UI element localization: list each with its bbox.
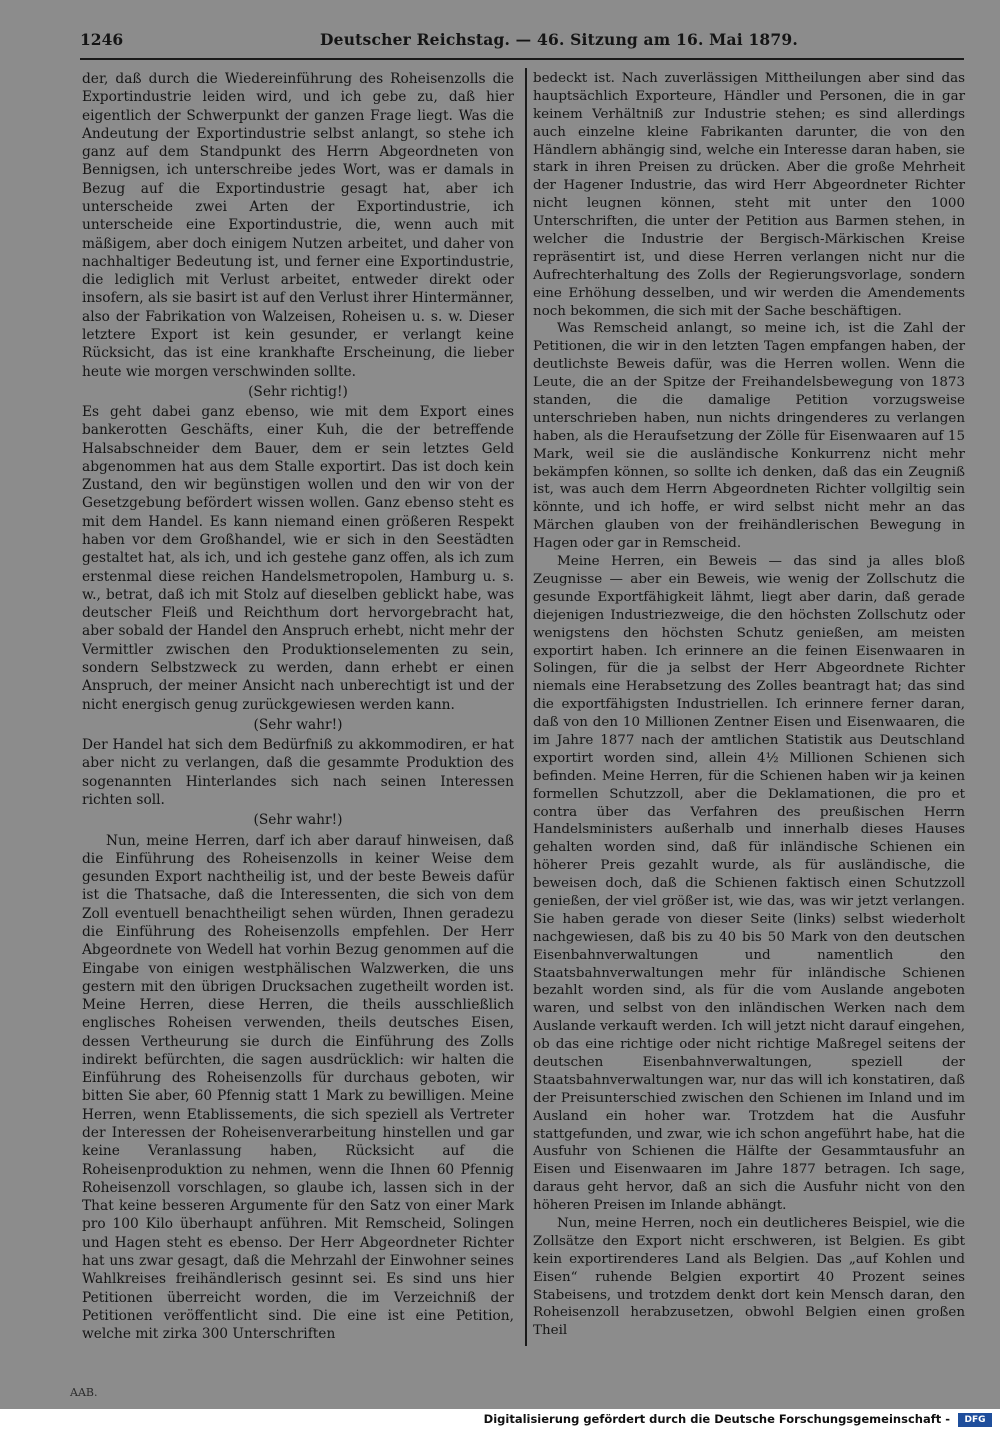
digitization-bar — [0, 1409, 1000, 1432]
left-column — [82, 70, 514, 1343]
dfg-logo-icon[interactable]: DFG — [958, 1413, 992, 1427]
digitization-credit: Digitalisierung gefördert durch die Deutsche Forschungsgemeinschaft - — [483, 1412, 950, 1426]
left-interjection-3: (Sehr wahr!) — [253, 812, 343, 829]
header-rule — [80, 58, 964, 60]
column-divider — [525, 68, 527, 1346]
page-header — [80, 26, 964, 52]
left-interjection-1: (Sehr richtig!) — [248, 383, 348, 400]
left-paragraph-2: Es geht dabei ganz ebenso, wie mit dem Export eines bankerotten Geschäfts, einer Kuh, die der betreffende Halsabschneider dem Bauer, dem er sein letztes Geld abgenommen hat aus dem Stalle exportirt. Das ist doch kein Zustand, den wir begünstigen wollen und den wir von der Gesetzgebung befördert wissen wollen. Ganz ebenso steht es mit dem Handel. Es kann niemand einen größeren Respekt haben vor dem Großhandel, wie er sich in den Seestädten gestaltet hat, als ich, und ich gestehe ganz offen, als ich zum erstenmal diese reichen Handelsmetropolen, Hamburg u. s. w., betrat, daß ich mit Stolz auf dieselben geblickt habe, was deutscher Fleiß und Reichthum dort hervorgebracht hat, aber sobald der Handel den Anspruch erhebt, nicht mehr der Vermittler zwischen den Produktionselementen zu sein, sondern Selbstzweck zu werden, dann erhebt er einen Anspruch, der meiner Ansicht nach unberechtigt ist und der nicht energisch genug zurückgewiesen werden kann. — [82, 404, 514, 713]
right-paragraph-3: Meine Herren, ein Beweis — das sind ja alles bloß Zeugnisse — aber ein Beweis, wie wenig der Zollschutz die gesunde Exportfähigkeit lähmt, liegt aber darin, daß gerade diejenigen Industriezweige, die den höchsten Zollschutz oder wenigstens den höchsten Schutz genießen, am meisten exportirt haben. Ich erinnere an die feinen Eisenwaaren in Solingen, für die ja selbst der Herr Abgeordnete Richter niemals eine Herabsetzung des Zolles beantragt hat; das sind die exportfähigsten Industriellen. Ich erinnere ferner daran, daß von den 10 Millionen Zentner Eisen und Eisenwaaren, die im Jahre 1877 nach der amtlichen Statistik aus Deutschland exportirt worden sind, allein 4½ Millionen Schienen sich befinden. Meine Herren, für die Schienen haben wir ja keinen formellen Schutzzoll, aber die Deklamationen, die pro et contra über das Verfahren des preußischen Herrn Handelsministers außerhalb und innerhalb dieses Hauses gehalten worden sind, daß für inländische Schienen ein höherer Preis gezahlt wurde, als für ausländische, die beweisen doch, daß die Schienen faktisch einen Schutzzoll genießen, der viel größer ist, wie das, was wir jetzt verlangen. Sie haben gerade von dieser Seite (links) selbst wiederholt nachgewiesen, daß bis zu 40 bis 50 Mark von den deutschen Eisenbahnverwaltungen und namentlich den Staatsbahnverwaltungen mehr für inländische Schienen bezahlt worden sind, als für die vom Auslande angeboten waren, und selbst von den inländischen Werken nach dem Auslande verkauft werden. Ich will jetzt nicht darauf eingehen, ob das eine richtige oder nicht richtige Maßregel seitens der deutschen Eisenbahnverwaltungen, speziell der Staatsbahnverwaltungen war, nur das will ich konstatiren, daß der Preisunterschied zwischen den Schienen im Inland und im Ausland ein hoher war. Trotzdem hat die Ausfuhr stattgefunden, und zwar, wie ich schon angeführt habe, hat die Ausfuhr von Schienen die Hälfte der Gesammtausfuhr an Eisen und Eisenwaaren im Jahre 1877 betragen. Ich sage, daraus geht hervor, daß an sich die Ausfuhr nicht von den höheren Preisen im Inlande abhängt. — [533, 554, 965, 1214]
right-paragraph-2: Was Remscheid anlangt, so meine ich, ist die Zahl der Petitionen, die wir in den letzten Tagen empfangen haben, der deutlichste Beweis dafür, was die Herren wollen. Wenn die Leute, die an der Spitze der Freihandelsbewegung von 1873 standen, die die damalige Petition vorzugsweise unterschrieben haben, nun nichts dringenderes zu verlangen haben, als die Heraufsetzung der Zölle für Eisenwaaren auf 15 Mark, weil sie die ausländische Konkurrenz nicht mehr bekämpfen können, so sollte ich denken, daß das ein Zeugniß ist, was auch dem Herrn Abgeordneten Richter vollgiltig sein könnte, und ich hoffe, er wird selbst nicht mehr an das Märchen glauben von der freihändlerischen Bewegung in Hagen oder gar in Remscheid. — [533, 321, 965, 552]
left-paragraph-4: Nun, meine Herren, darf ich aber darauf hinweisen, daß die Einführung des Roheisenzolls in keiner Weise dem gesunden Export nachtheilig ist, und der beste Beweis dafür ist die Thatsache, daß die Interessenten, die sich von dem Zoll eventuell benachtheiligt sehen würden, Ihnen geradezu die Einführung des Roheisenzolls empfehlen. Der Herr Abgeordnete von Wedell hat vorhin Bezug genommen auf die Eingabe von einigen westphälischen Walzwerken, die uns gestern mit den übrigen Drucksachen zugetheilt worden ist. Meine Herren, diese Herren, die theils ausschließlich englisches Roheisen verwenden, theils deutsches Eisen, dessen Vertheurung sie durch die Einführung des Zolls indirekt befürchten, die sagen ausdrücklich: wir halten die Einführung des Roheisenzolls für durchaus geboten, wir bitten Sie aber, 60 Pfennig statt 1 Mark zu bewilligen. Meine Herren, wenn Etablissements, die sich speziell als Vertreter der Interessen der Roheisenverarbeitung hinstellen und gar keine Veranlassung haben, Rücksicht auf die Roheisenproduktion zu nehmen, wenn die Ihnen 60 Pfennig Roheisenzoll vorschlagen, so glaube ich, lassen sich in der That keine besseren Argumente für den Satz von einer Mark pro 100 Kilo überhaupt anführen. Mit Remscheid, Solingen und Hagen steht es ebenso. Der Herr Abgeordneter Richter hat uns zwar gesagt, daß die Mehrzahl der Einwohner seines Wahlkreises freihändlerisch gesinnt sei. Es sind uns hier Petitionen überreicht worden, die im Verzeichniß der Petitionen veröffentlicht sind. Die eine ist eine Petition, welche mit zirka 300 Unterschriften — [82, 832, 514, 1343]
footer-mark: AAB. — [70, 1386, 98, 1399]
right-column — [533, 70, 965, 1340]
left-paragraph-1: der, daß durch die Wiedereinführung des Roheisenzolls die Exportindustrie leiden wird, und ich gebe zu, daß hier eigentlich der Schwerpunkt der ganzen Frage liegt. Was die Andeutung der Exportindustrie selbst anlangt, so stehe ich ganz auf dem Standpunkt des Herrn Abgeordneten von Bennigsen, ich unterschreibe jedes Wort, was er damals in Bezug auf die Exportindustrie gesagt hat, aber ich unterscheide zwei Arten der Exportindustrie, ich unterscheide eine Exportindustrie, die, wenn auch mit mäßigem, aber doch einigem Nutzen arbeitet, und daher von nachhaltiger Bedeutung ist, und ferner eine Exportindustrie, die lediglich mit Verlust arbeitet, entweder direkt oder insofern, als sie basirt ist auf den Verlust ihrer Hintermänner, also der Fabrikation von Walzeisen, Roheisen u. s. w. Dieser letztere Export ist kein gesunder, er verlangt keine Rücksicht, das ist eine krankhafte Erscheinung, die lieber heute wie morgen verschwinden sollte. — [82, 71, 514, 380]
page-number: 1246 — [80, 30, 124, 49]
right-paragraph-1: bedeckt ist. Nach zuverlässigen Mittheilungen aber sind das hauptsächlich Exporteure, Händler und Personen, die in gar keinem Verhältniß zur Industrie stehen; es sind allerdings auch einzelne kleine Fabrikanten darunter, die von den Händlern abhängig sind, welche ein Interesse daran haben, sie stark in ihren Preisen zu drücken. Aber die große Mehrheit der Hagener Industrie, das wird Herr Abgeordneter Richter nicht leugnen können, steht mit unter den 1000 Unterschriften, die unter der Petition aus Barmen stehen, in welcher die Industrie der Bergisch-Märkischen Kreise repräsentirt ist, und diese Herren verlangen nicht nur die Aufrechterhaltung des Zolls der Regierungsvorlage, sondern eine Erhöhung desselben, und wir werden die Amendements noch bekommen, die sich mit der Sache beschäftigen. — [533, 71, 965, 319]
right-paragraph-4: Nun, meine Herren, noch ein deutlicheres Beispiel, wie die Zollsätze den Export nicht erschweren, ist Belgien. Es gibt kein exportirenderes Land als Belgien. Das „auf Kohlen und Eisen“ ruhende Belgien exportirt 40 Prozent seines Stabeisens, und trotzdem denkt dort kein Mensch daran, den Roheisenzoll herabzusetzen, obwohl Belgien einen großen Theil — [533, 1216, 965, 1339]
left-paragraph-3: Der Handel hat sich dem Bedürfniß zu akkommodiren, er hat aber nicht zu verlangen, daß die gesammte Produktion des sogenannten Hinterlandes sich nach seinen Interessen richten soll. — [82, 737, 514, 808]
left-interjection-2: (Sehr wahr!) — [253, 716, 343, 733]
page-title: Deutscher Reichstag. — 46. Sitzung am 16. Mai 1879. — [320, 30, 798, 49]
